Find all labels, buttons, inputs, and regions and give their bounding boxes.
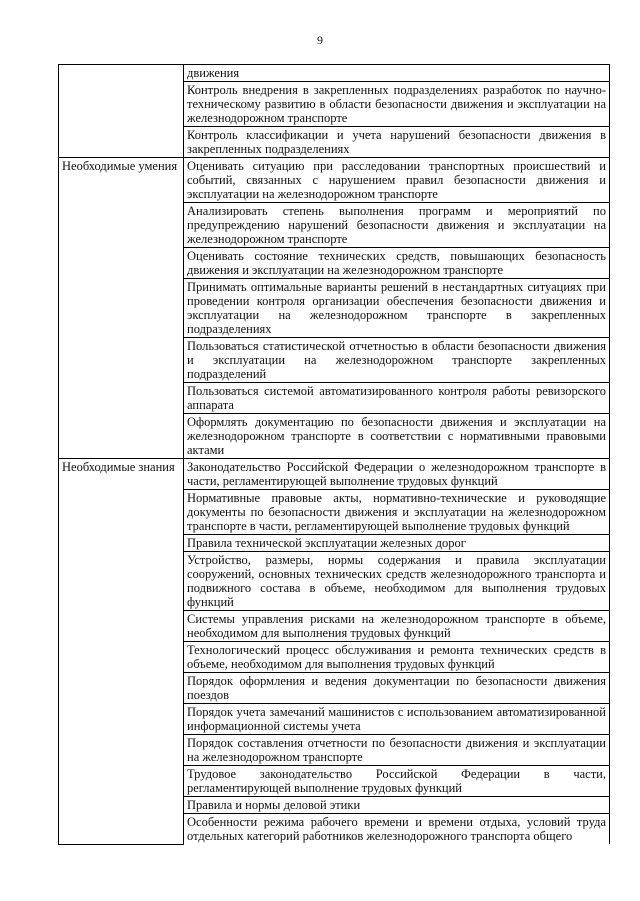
table-cell: Особенности режима рабочего времени и времени отдыха, условий труда отдельных категорий работников железнодорожного транспорта общего [184, 814, 610, 845]
table-cell: Пользоваться статистической отчетностью в области безопасности движения и эксплуатации на железнодорожном транспорте закрепленных подразделений [184, 338, 610, 383]
table-cell: Законодательство Российской Федерации о железнодорожном транспорте в части, регламентирующей выполнение трудовых функций [184, 459, 610, 490]
table-cell: Оформлять документацию по безопасности движения и эксплуатации на железнодорожном транспорте в соответствии с нормативными правовыми актами [184, 414, 610, 459]
table-cell: Трудовое законодательство Российской Федерации в части, регламентирующей выполнение трудовых функций [184, 766, 610, 797]
table-cell: Контроль внедрения в закрепленных подразделениях разработок по научно-техническому развитию в области безопасности движения и эксплуатации на железнодорожном транспорте [184, 82, 610, 127]
table-cell: Контроль классификации и учета нарушений безопасности движения в закрепленных подразделениях [184, 127, 610, 158]
table-row [59, 65, 610, 82]
table-cell: Системы управления рисками на железнодорожном транспорте в объеме, необходимом для выполнения трудовых функций [184, 611, 610, 642]
page-number: 9 [317, 33, 323, 47]
table-cell: Порядок составления отчетности по безопасности движения и эксплуатации на железнодорожном транспорте [184, 735, 610, 766]
table-cell: Принимать оптимальные варианты решений в нестандартных ситуациях при проведении контроля организации обеспечения безопасности движения и эксплуатации на железнодорожном транспорте в закрепленных подразделениях [184, 279, 610, 338]
section-label-skills: Необходимые умения [59, 158, 184, 459]
table-cell: Оценивать ситуацию при расследовании транспортных происшествий и событий, связанных с нарушением правил безопасности движения и эксплуатации на железнодорожном транспорте [184, 158, 610, 203]
table-cell: Порядок учета замечаний машинистов с использованием автоматизированной информационной системы учета [184, 704, 610, 735]
table-row [59, 459, 610, 490]
section-label-knowledge: Необходимые знания [59, 459, 184, 845]
section-label [59, 65, 184, 158]
table-cell: Правила и нормы деловой этики [184, 797, 610, 814]
table-cell: Пользоваться системой автоматизированного контроля работы ревизорского аппарата [184, 383, 610, 414]
table-cell: Устройство, размеры, нормы содержания и правила эксплуатации сооружений, основных технических средств железнодорожного транспорта и подвижного состава в объеме, необходимом для выполнения трудовых функций [184, 552, 610, 611]
table-row [59, 158, 610, 203]
table-cell: Правила технической эксплуатации железных дорог [184, 535, 610, 552]
table-cell: Анализировать степень выполнения программ и мероприятий по предупреждению нарушений безопасности движения и эксплуатации на железнодорожном транспорте [184, 203, 610, 248]
table-cell: Нормативные правовые акты, нормативно-технические и руководящие документы по безопасности движения и эксплуатации на железнодорожном транспорте в части, регламентирующей выполнение трудовых функций [184, 490, 610, 535]
table-cell: Технологический процесс обслуживания и ремонта технических средств в объеме, необходимом для выполнения трудовых функций [184, 642, 610, 673]
table-cell: движения [184, 65, 610, 82]
table-cell: Оценивать состояние технических средств, повышающих безопасность движения и эксплуатации на железнодорожном транспорте [184, 248, 610, 279]
requirements-table [58, 64, 610, 845]
table-cell: Порядок оформления и ведения документации по безопасности движения поездов [184, 673, 610, 704]
